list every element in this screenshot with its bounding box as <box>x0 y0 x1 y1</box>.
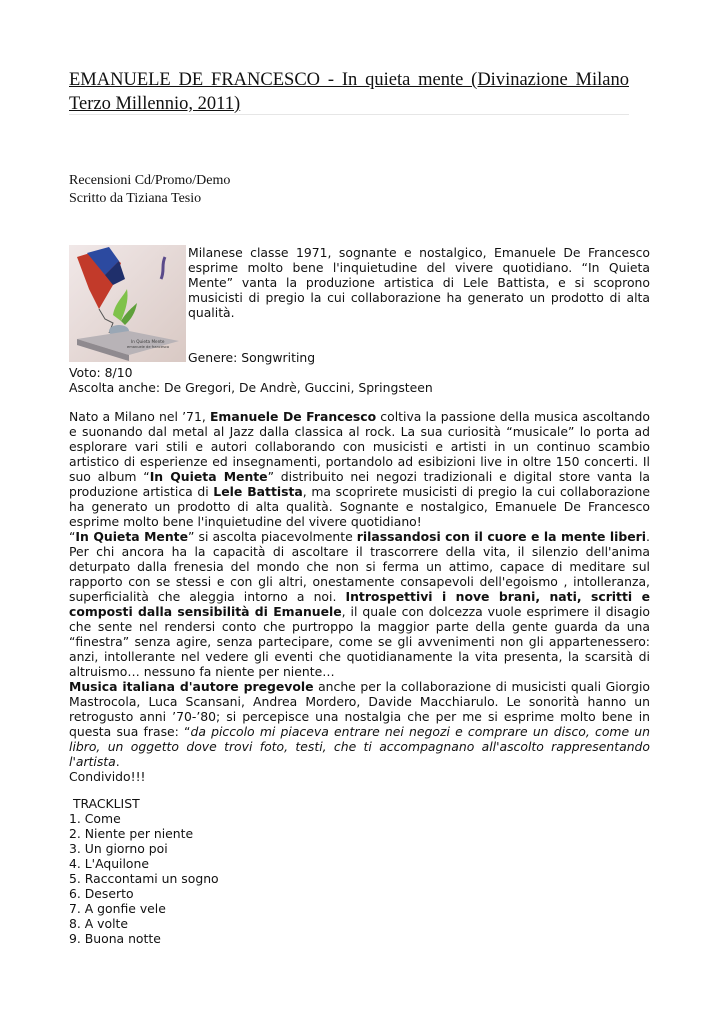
article-title <box>69 68 629 116</box>
title-divider <box>69 114 629 115</box>
title-line-1: EMANUELE DE FRANCESCO - In quieta mente (Divinazione Milano <box>69 70 629 90</box>
tracklist <box>69 796 219 946</box>
review-body <box>69 409 650 784</box>
track-item: 2. Niente per niente <box>69 826 194 841</box>
track-item: 3. Un giorno poi <box>69 841 168 856</box>
cover-caption-artist: emanuele de francesco <box>127 345 170 349</box>
listen-also-label: Ascolta anche: De Gregori, De Andrè, Guccini, Springsteen <box>69 380 433 395</box>
track-item: 8. A volte <box>69 916 129 931</box>
track-item: 6. Deserto <box>69 886 134 901</box>
track-list <box>69 811 219 946</box>
article-meta <box>69 172 230 208</box>
genre-label: Genere: Songwriting <box>188 350 316 365</box>
author-label: Scritto da Tiziana Tesio <box>69 191 202 206</box>
category-label: Recensioni Cd/Promo/Demo <box>69 173 231 188</box>
track-item: 4. L'Aquilone <box>69 856 149 871</box>
cover-caption-title: In Quieta Mente <box>131 339 165 344</box>
tracklist-heading: TRACKLIST <box>69 796 140 811</box>
rating-block <box>69 365 433 395</box>
track-item: 7. A gonfie vele <box>69 901 166 916</box>
track-item: 5. Raccontami un sogno <box>69 871 219 886</box>
body-paragraph-4: Condivido!!! <box>69 769 146 784</box>
track-item: 1. Come <box>69 811 121 826</box>
body-paragraph-1: Nato a Milano nel ’71, Emanuele De Francesco coltiva la passione della musica ascoltando e suonando dal metal al Jazz dalla classica al rock. La sua curiosità “musicale” lo porta ad esplorare vari stili e autori collaborando con musicisti e artisti in un continuo scambio artistico di esperienze ed insegnamenti, portandolo ad esibizioni live in oltre 150 concerti. Il suo album “In Quieta Mente” distribuito nei negozi tradizionali e digital store vanta la produzione artistica di Lele Battista, ma scoprirete musicisti di pregio la cui collaborazione ha generato un prodotto di alta qualità. Sognante e nostalgico, Emanuele De Francesco esprime molto bene l'inquietudine del vivere quotidiano! <box>69 409 650 529</box>
intro-paragraph: Milanese classe 1971, sognante e nostalgico, Emanuele De Francesco esprime molto bene l'inquietudine del vivere quotidiano. “In Quieta Mente” vanta la produzione artistica di Lele Battista, e si scoprono musicisti di pregio la cui collaborazione ha generato un prodotto di alta qualità. <box>188 245 650 320</box>
title-line-2: Terzo Millennio, 2011) <box>69 94 241 114</box>
vote-label: Voto: 8/10 <box>69 365 133 380</box>
body-paragraph-2: “In Quieta Mente” si ascolta piacevolmente rilassandosi con il cuore e la mente liberi. Per chi ancora ha la capacità di ascoltare il trascorrere della vita, il silenzio dell'anima deturpato dalla frenesia del mondo che non si ferma un attimo, capace di meditare sul rapporto con se stessi e con gli altri, onestamente consapevoli dell'egoismo , intolleranza, superficialità che aleggia intorno a noi. Introspettivi i nove brani, nati, scritti e composti dalla sensibilità di Emanuele, il quale con dolcezza vuole esprimere il disagio che sente nel rendersi conto che purtroppo la maggior parte della gente guarda da una “finestra” senza agire, senza partecipare, come se gli avvenimenti non gli appartenessero: anzi, intollerante nel vedere gli eventi che quotidianamente la vita presenta, la scarsità di altruismo… nessuno fa niente per niente… <box>69 529 650 679</box>
body-paragraph-3: Musica italiana d'autore pregevole anche per la collaborazione di musicisti quali Giorgio Mastrocola, Luca Scansani, Andrea Mordero, Davide Macchiarulo. Le sonorità hanno un retrogusto anni ’70-’80; si percepisce una nostalgia che per me si esprime molto bene in questa sua frase: “da piccolo mi piaceva entrare nei negozi e comprare un disco, come un libro, un oggetto dove trovi foto, testi, che ti accompagnano all'ascolto rappresentando l'artista. <box>69 679 650 769</box>
track-item: 9. Buona notte <box>69 931 161 946</box>
album-cover-image <box>69 245 186 362</box>
